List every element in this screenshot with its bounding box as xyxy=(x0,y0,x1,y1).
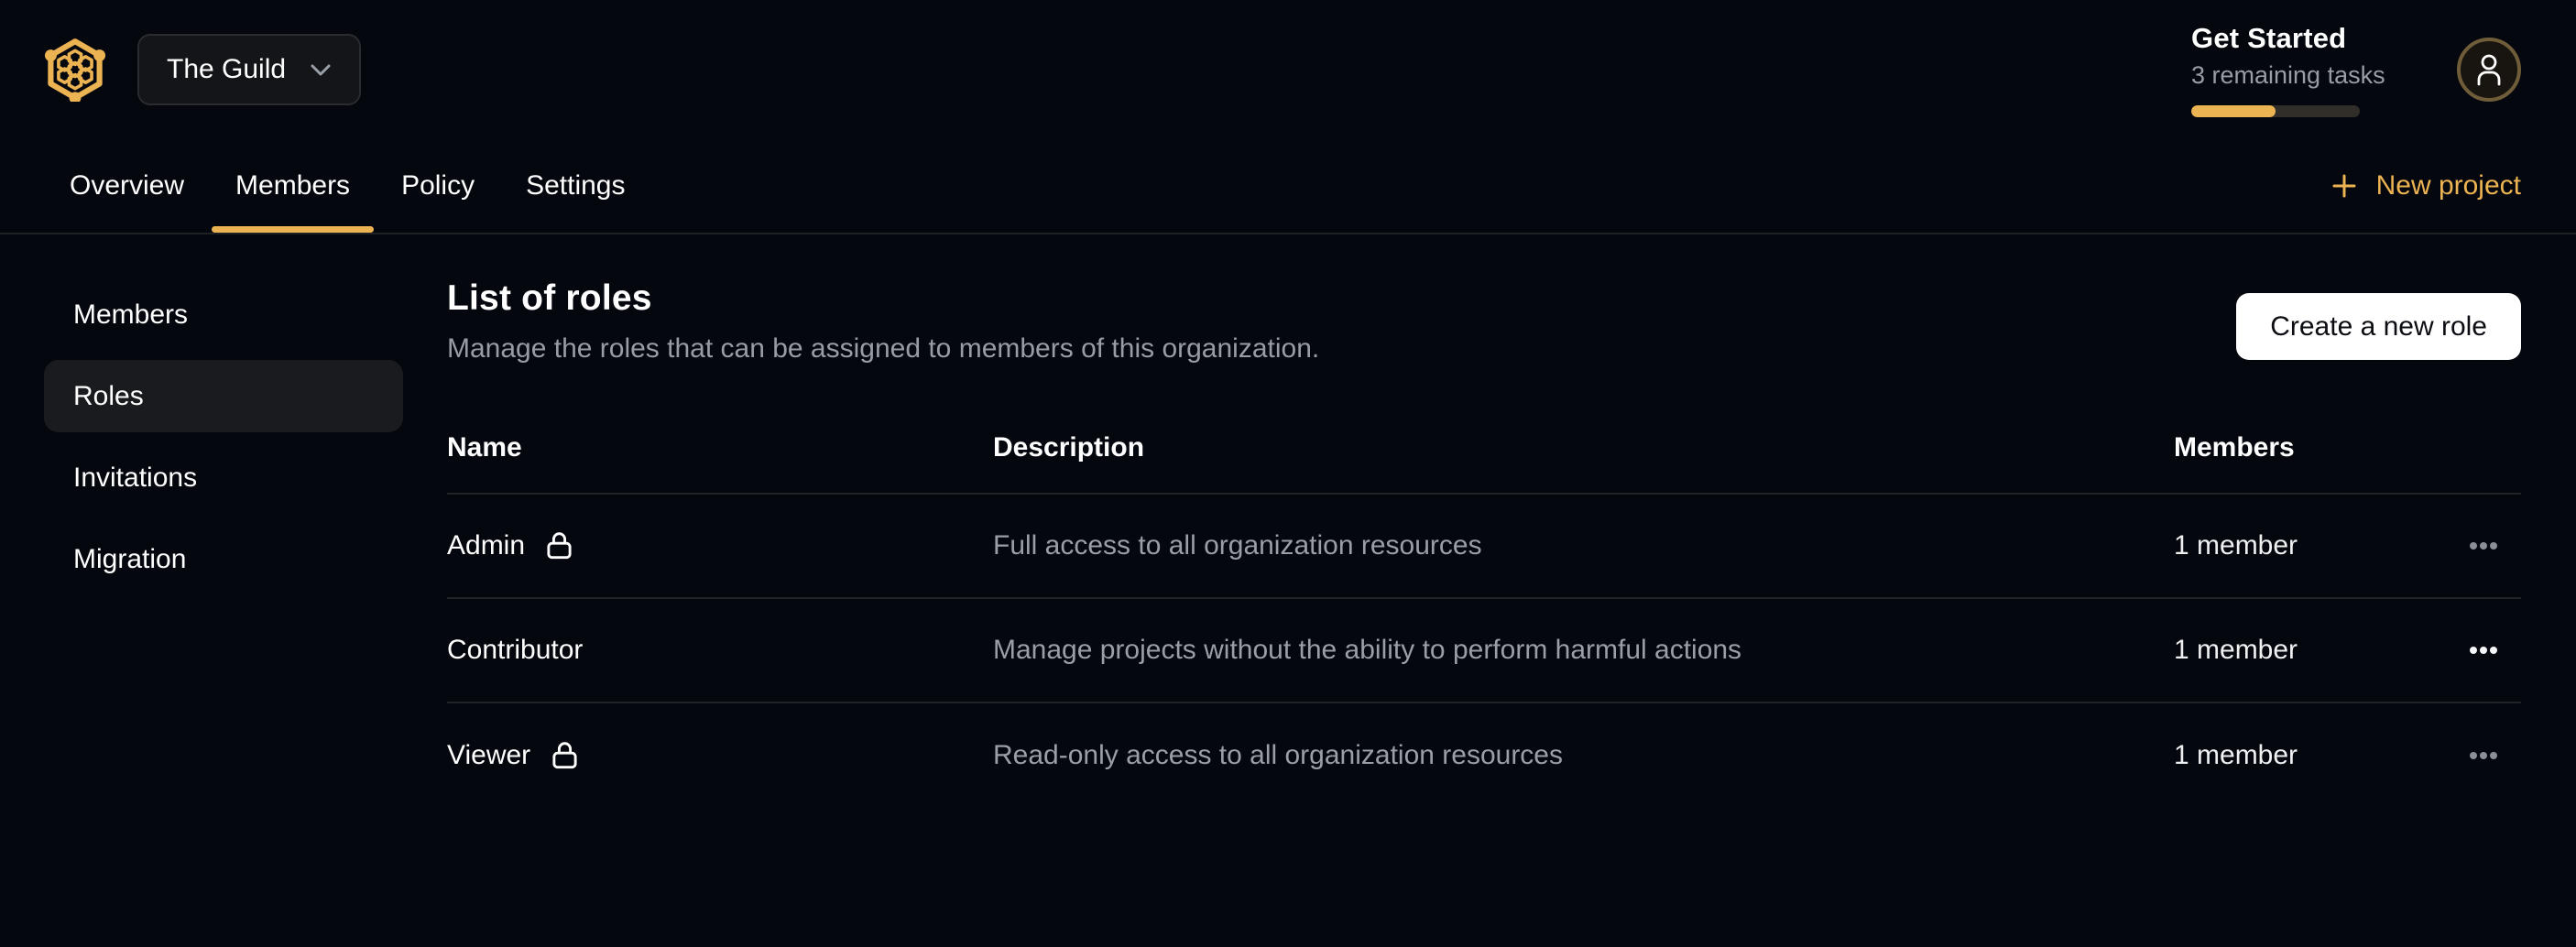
ellipsis-icon xyxy=(2470,542,2477,550)
sidebar-item-label: Members xyxy=(73,299,189,330)
tab-members[interactable] xyxy=(210,139,376,233)
column-header-members: Members xyxy=(2174,432,2295,463)
tab-label: Overview xyxy=(70,170,185,201)
sidebar-item-invitations[interactable] xyxy=(44,441,403,514)
tab-label: Settings xyxy=(526,170,626,201)
role-description: Full access to all organization resources xyxy=(993,530,1482,561)
sidebar-item-label: Invitations xyxy=(73,462,198,493)
role-actions-menu-button[interactable] xyxy=(2464,743,2503,768)
get-started-subtitle: 3 remaining tasks xyxy=(2191,61,2385,89)
hive-logo-icon[interactable] xyxy=(44,38,106,102)
role-name: Viewer xyxy=(447,740,531,770)
lock-icon xyxy=(551,740,579,771)
tab-label: Policy xyxy=(401,170,475,201)
get-started-progress-fill xyxy=(2191,105,2276,117)
get-started-panel[interactable] xyxy=(2191,22,2417,117)
role-actions-menu-button[interactable] xyxy=(2464,637,2503,663)
sidebar-item-label: Roles xyxy=(73,380,144,411)
org-selector-label: The Guild xyxy=(167,54,287,84)
role-name: Admin xyxy=(447,530,526,561)
roles-header-text xyxy=(447,278,1319,365)
column-header-name: Name xyxy=(447,432,522,463)
new-project-label: New project xyxy=(2375,170,2521,201)
chevron-down-icon xyxy=(310,63,332,77)
user-icon xyxy=(2474,53,2504,86)
ellipsis-icon xyxy=(2470,647,2477,654)
sidebar-item-migration[interactable] xyxy=(44,523,403,595)
plus-icon xyxy=(2330,172,2358,200)
role-row xyxy=(447,703,2521,808)
get-started-progress-bar xyxy=(2191,105,2360,117)
role-member-count: 1 member xyxy=(2174,635,2298,665)
role-row xyxy=(447,495,2521,599)
role-actions-menu-button[interactable] xyxy=(2464,533,2503,559)
org-tab-bar xyxy=(0,139,2576,234)
top-bar xyxy=(0,0,2576,139)
ellipsis-icon xyxy=(2470,752,2477,759)
tab-settings[interactable] xyxy=(500,139,650,233)
roles-table-body xyxy=(447,495,2521,808)
lock-icon xyxy=(545,530,573,561)
role-member-count: 1 member xyxy=(2174,740,2298,770)
role-description: Read-only access to all organization resources xyxy=(993,740,1563,770)
create-role-button[interactable]: Create a new role xyxy=(2236,293,2521,360)
page-subtitle: Manage the roles that can be assigned to members of this organization. xyxy=(447,333,1320,364)
org-selector-button[interactable] xyxy=(137,34,361,105)
role-member-count: 1 member xyxy=(2174,530,2298,561)
sidebar-item-members[interactable] xyxy=(44,278,403,351)
role-name: Contributor xyxy=(447,635,584,665)
role-description: Manage projects without the ability to perform harmful actions xyxy=(993,635,1742,665)
tab-policy[interactable] xyxy=(376,139,500,233)
role-row xyxy=(447,599,2521,703)
page-content xyxy=(0,234,2576,808)
sidebar-item-roles[interactable] xyxy=(44,360,403,432)
new-project-button[interactable] xyxy=(2330,139,2521,233)
members-sidebar xyxy=(44,278,403,808)
get-started-title: Get Started xyxy=(2191,22,2347,54)
roles-table xyxy=(447,421,2521,808)
page-title: List of roles xyxy=(447,278,652,318)
tab-label: Members xyxy=(235,170,351,201)
user-avatar[interactable] xyxy=(2457,38,2521,102)
roles-main xyxy=(447,278,2521,808)
column-header-description: Description xyxy=(993,432,1145,463)
sidebar-item-label: Migration xyxy=(73,543,187,574)
org-tabs xyxy=(44,139,651,233)
roles-table-header xyxy=(447,421,2521,495)
tab-overview[interactable] xyxy=(44,139,210,233)
